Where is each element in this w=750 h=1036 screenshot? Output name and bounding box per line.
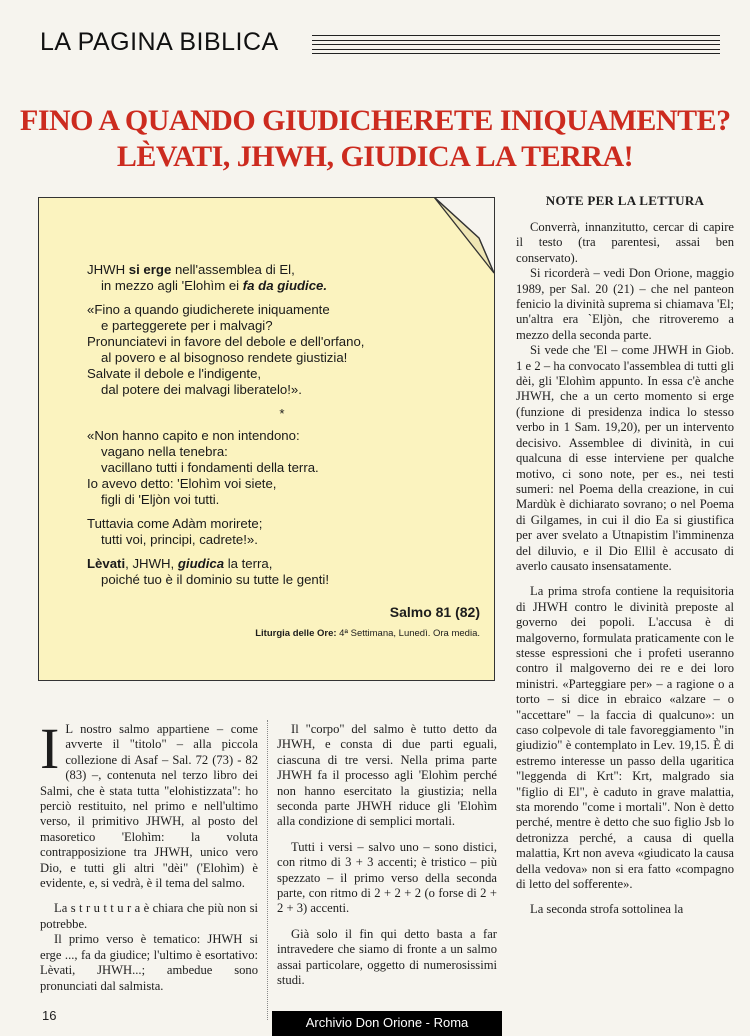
psalm-line — [87, 460, 477, 476]
psalm-segment: «Fino a quando giudicherete iniquamente — [87, 302, 330, 317]
psalm-segment: si erge — [128, 262, 172, 277]
psalm-line — [87, 532, 477, 548]
psalm-line — [87, 476, 477, 492]
psalm-segment: JHWH — [87, 262, 129, 277]
psalm-segment: vacillano tutti i fondamenti della terra. — [101, 460, 319, 475]
psalm-segment: giudica — [177, 556, 225, 571]
psalm-line — [87, 350, 477, 366]
psalm-segment: , JHWH, — [125, 556, 178, 571]
psalm-segment: al povero e al bisognoso rendete giustizia! — [101, 350, 348, 365]
psalm-segment: figli di 'Eljòn voi tutti. — [101, 492, 220, 507]
notes-paragraph-2: Si ricorderà – vedi Don Orione, maggio 1989, per Sal. 20 (21) – che nel panteon fenicio la divinità suprema si chiamava 'El; un'altra era `Eljòn, che ritroveremo a mezzo della seconda parte. — [516, 266, 734, 342]
psalm-segment: Pronunciatevi in favore del debole e dell'orfano, — [87, 334, 365, 349]
psalm-segment: e parteggerete per i malvagi? — [101, 318, 273, 333]
notes-column — [516, 220, 734, 918]
column-2 — [277, 722, 497, 989]
notes-paragraph-3: Si vede che 'El – come JHWH in Giob. 1 e 2 – ha convocato l'assemblea di tutti gli dèi, gli 'Elohìm appunto. In essa c'è anche JHWH, che a un certo momento si erge (funzione di presidenza indica lo stesso verbo in 1 Sam. 19,20), per un intervento decisivo. Assemblee di divinità, in cui qualcuna di esse interviene per qualche motivo, ci sono note, per es., nei testi sumeri: nel Poema della creazione, in cui Mardùk è dichiarato sovrano; o nel Poema di Gilgames, in cui il dio Ea si giustifica per aver svelato a Utnapistim l'imminenza del diluvio, e il Dio Ellil è accusato di averlo causato insensatamente. — [516, 343, 734, 573]
col1-paragraph-3: Il primo verso è tematico: JHWH si erge ..., fa da giudice; l'ultimo è esortativo: Lèvati, JHWH...; ambedue sono pronunciati dal salmista. — [40, 932, 258, 993]
psalm-segment: * — [279, 406, 285, 421]
col2-paragraph-1: Il "corpo" del salmo è tutto detto da JHWH, e consta di due parti eguali, ciascuna di tre versi. Nella prima parte JHWH fa il processo agli 'Elohìm perché non hanno esercitato la giustizia; nella seconda parte JHWH riduce gli 'Elohìm alla condizione di semplici mortali. — [277, 722, 497, 829]
col2-paragraph-2: Tutti i versi – salvo uno – sono distici, con ritmo di 3 + 3 accenti; è tristico – più spezzato – il primo verso della seconda parte, con ritmo di 2 + 2 + 2 (o forse di 2 + 2 + 3) accenti. — [277, 839, 497, 916]
psalm-segment: dal potere dei malvagi liberatelo!». — [101, 382, 302, 397]
psalm-segment: Io avevo detto: 'Elohìm voi siete, — [87, 476, 277, 491]
psalm-line — [87, 428, 477, 444]
archive-footer: Archivio Don Orione - Roma — [272, 1011, 502, 1036]
column-1 — [40, 716, 258, 994]
psalm-segment: Tuttavia come Adàm morirete; — [87, 516, 263, 531]
psalm-line — [87, 572, 477, 588]
psalm-line — [87, 302, 477, 318]
psalm-line — [87, 334, 477, 350]
liturgy-text: 4ª Settimana, Lunedì. Ora media. — [336, 628, 480, 639]
liturgy-label: Liturgia delle Ore: — [255, 628, 337, 639]
psalm-segment: nell'assemblea di El, — [171, 262, 295, 277]
psalm-line — [87, 444, 477, 460]
psalm-segment: fa da giudice. — [242, 278, 328, 293]
drop-cap: I — [40, 716, 60, 781]
psalm-line — [87, 318, 477, 334]
psalm-line — [87, 516, 477, 532]
psalm-line — [87, 278, 477, 294]
headline-line-1: FINO A QUANDO GIUDICHERETE INIQUAMENTE? — [20, 104, 731, 137]
page-number: 16 — [42, 1008, 57, 1023]
psalm-segment: «Non hanno capito e non intendono: — [87, 428, 300, 443]
psalm-line — [87, 262, 477, 278]
psalm-line — [87, 556, 477, 572]
psalm-segment: poiché tuo è il dominio su tutte le genti! — [101, 572, 329, 587]
psalm-reference: Salmo 81 (82) — [389, 604, 480, 620]
section-title: LA PAGINA BIBLICA — [40, 28, 279, 56]
header-rules — [312, 35, 720, 59]
headline-line-2: LÈVATI, JHWH, GIUDICA LA TERRA! — [116, 140, 634, 173]
psalm-line — [87, 492, 477, 508]
section-header — [40, 18, 720, 58]
psalm-line — [87, 366, 477, 382]
psalm-card — [38, 197, 495, 681]
psalm-segment: Lèvati — [87, 556, 126, 571]
psalm-segment: tutti voi, principi, cadrete!». — [101, 532, 258, 547]
psalm-segment: la terra, — [224, 556, 273, 571]
psalm-line — [87, 382, 477, 398]
col1-paragraph-2: La s t r u t t u r a è chiara che più non si potrebbe. — [40, 901, 258, 931]
psalm-line — [87, 406, 477, 420]
notes-paragraph-1: Converrà, innanzitutto, cercar di capire il testo (tra parentesi, assai ben conservato). — [516, 220, 734, 265]
col1-paragraph-1: L nostro salmo appartiene – come avverte il "titolo" – alla piccola collezione di Asaf – Sal. 72 (73) - 82 (83) –, contenuta nel terzo libro dei Salmi, che è stata tutta "elohistizzata": ho perciò restituito, nel primo e nell'ultimo verso, il primitivo JHWH, al posto del masoretico 'Elohìm: la voluta contrapposizione tra JHWH, unico vero Dio, e tutti gli altri "dèi" ('Elohìm) è evidente, e, si vedrà, è il tema del salmo. — [40, 722, 258, 891]
notes-title: NOTE PER LA LETTURA — [545, 193, 705, 208]
column-divider — [267, 720, 268, 1020]
notes-paragraph-4: La prima strofa contiene la requisitoria di JHWH contro le divinità preposte al governo dei popoli. L'accusa è di malgoverno, formulata praticamente con le stesse espressioni che i profeti useranno contro il malgoverno dei re e dei loro ministri. «Parteggiare per» – a ragione o a torto – si dice in ebraico «alzare – o "accettare" – la faccia di qualcuno»: un caso colpevole di tale favoreggiamento "in giudizio" è contemplato in Lev. 19,15. È di estremo interesse un passo della ugaritica "leggenda di Krt": Krt, malgrado sia "figlio di El", è caduto in grave malattia, sta morendo "come i mortali". Non è detto perché, mentre è detto che suo figlio Jsb lo detronizza perché, a causa di quella malattia, Krt non aveva «giudicato la causa della vedova» non si era fatto «compagno di letto del sofferente». — [516, 584, 734, 892]
psalm-segment: Salvate il debole e l'indigente, — [87, 366, 262, 381]
notes-paragraph-5: La seconda strofa sottolinea la — [530, 902, 684, 917]
psalm-segment: in mezzo agli 'Elohìm ei — [101, 278, 243, 293]
liturgy-note — [255, 628, 480, 639]
psalm-text — [87, 262, 477, 588]
psalm-segment: vagano nella tenebra: — [101, 444, 228, 459]
col2-paragraph-3: Già solo il fin qui detto basta a far intravedere che siamo di fronte a un salmo assai particolare, oggetto di numerosissimi studi. — [277, 926, 497, 988]
